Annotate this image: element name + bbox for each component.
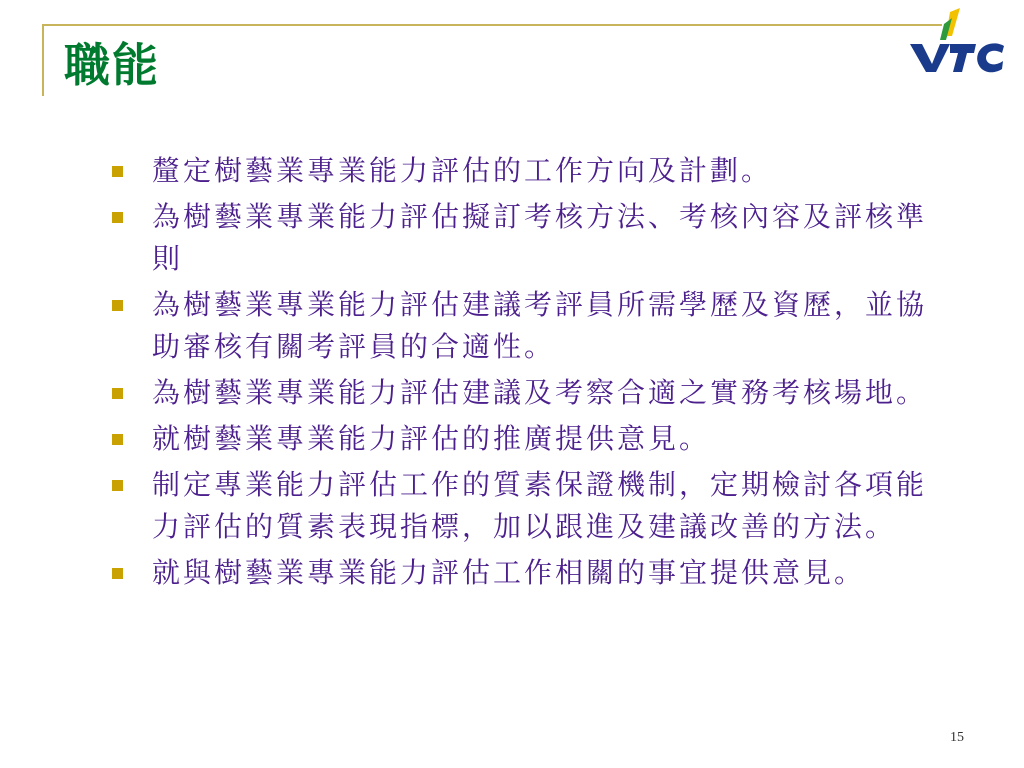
list-item [112, 464, 942, 548]
slide-title: 職能 [64, 38, 160, 92]
list-item [112, 284, 942, 368]
bullet-list [112, 150, 942, 598]
bullet-text: 就與樹藝業專業能力評估工作相關的事宜提供意見。 [152, 556, 866, 589]
list-item [112, 552, 942, 594]
top-rule [42, 24, 942, 26]
bullet-text: 釐定樹藝業專業能力評估的工作方向及計劃。 [152, 154, 773, 187]
vtc-logo [906, 6, 1010, 78]
logo-letter-c [977, 43, 1004, 72]
bullet-text: 為樹藝業專業能力評估建議及考察合適之實務考核場地。 [152, 376, 928, 409]
square-bullet-icon [112, 300, 123, 311]
bullet-text: 制定專業能力評估工作的質素保證機制，定期檢討各項能力評估的質素表現指標，加以跟進及建議改善的方法。 [152, 468, 928, 543]
bullet-text: 為樹藝業專業能力評估擬訂考核方法、考核內容及評核準則 [152, 200, 928, 275]
bullet-text: 就樹藝業專業能力評估的推廣提供意見。 [152, 422, 711, 455]
bullet-text: 為樹藝業專業能力評估建議考評員所需學歷及資歷，並協助審核有關考評員的合適性。 [152, 288, 928, 363]
list-item [112, 150, 942, 192]
square-bullet-icon [112, 480, 123, 491]
square-bullet-icon [112, 166, 123, 177]
list-item [112, 372, 942, 414]
page-number: 15 [950, 730, 964, 745]
logo-letter-v [910, 44, 950, 72]
left-rule [42, 24, 44, 96]
square-bullet-icon [112, 568, 123, 579]
list-item [112, 196, 942, 280]
logo-letter-t [950, 44, 976, 72]
square-bullet-icon [112, 388, 123, 399]
list-item [112, 418, 942, 460]
square-bullet-icon [112, 434, 123, 445]
square-bullet-icon [112, 212, 123, 223]
